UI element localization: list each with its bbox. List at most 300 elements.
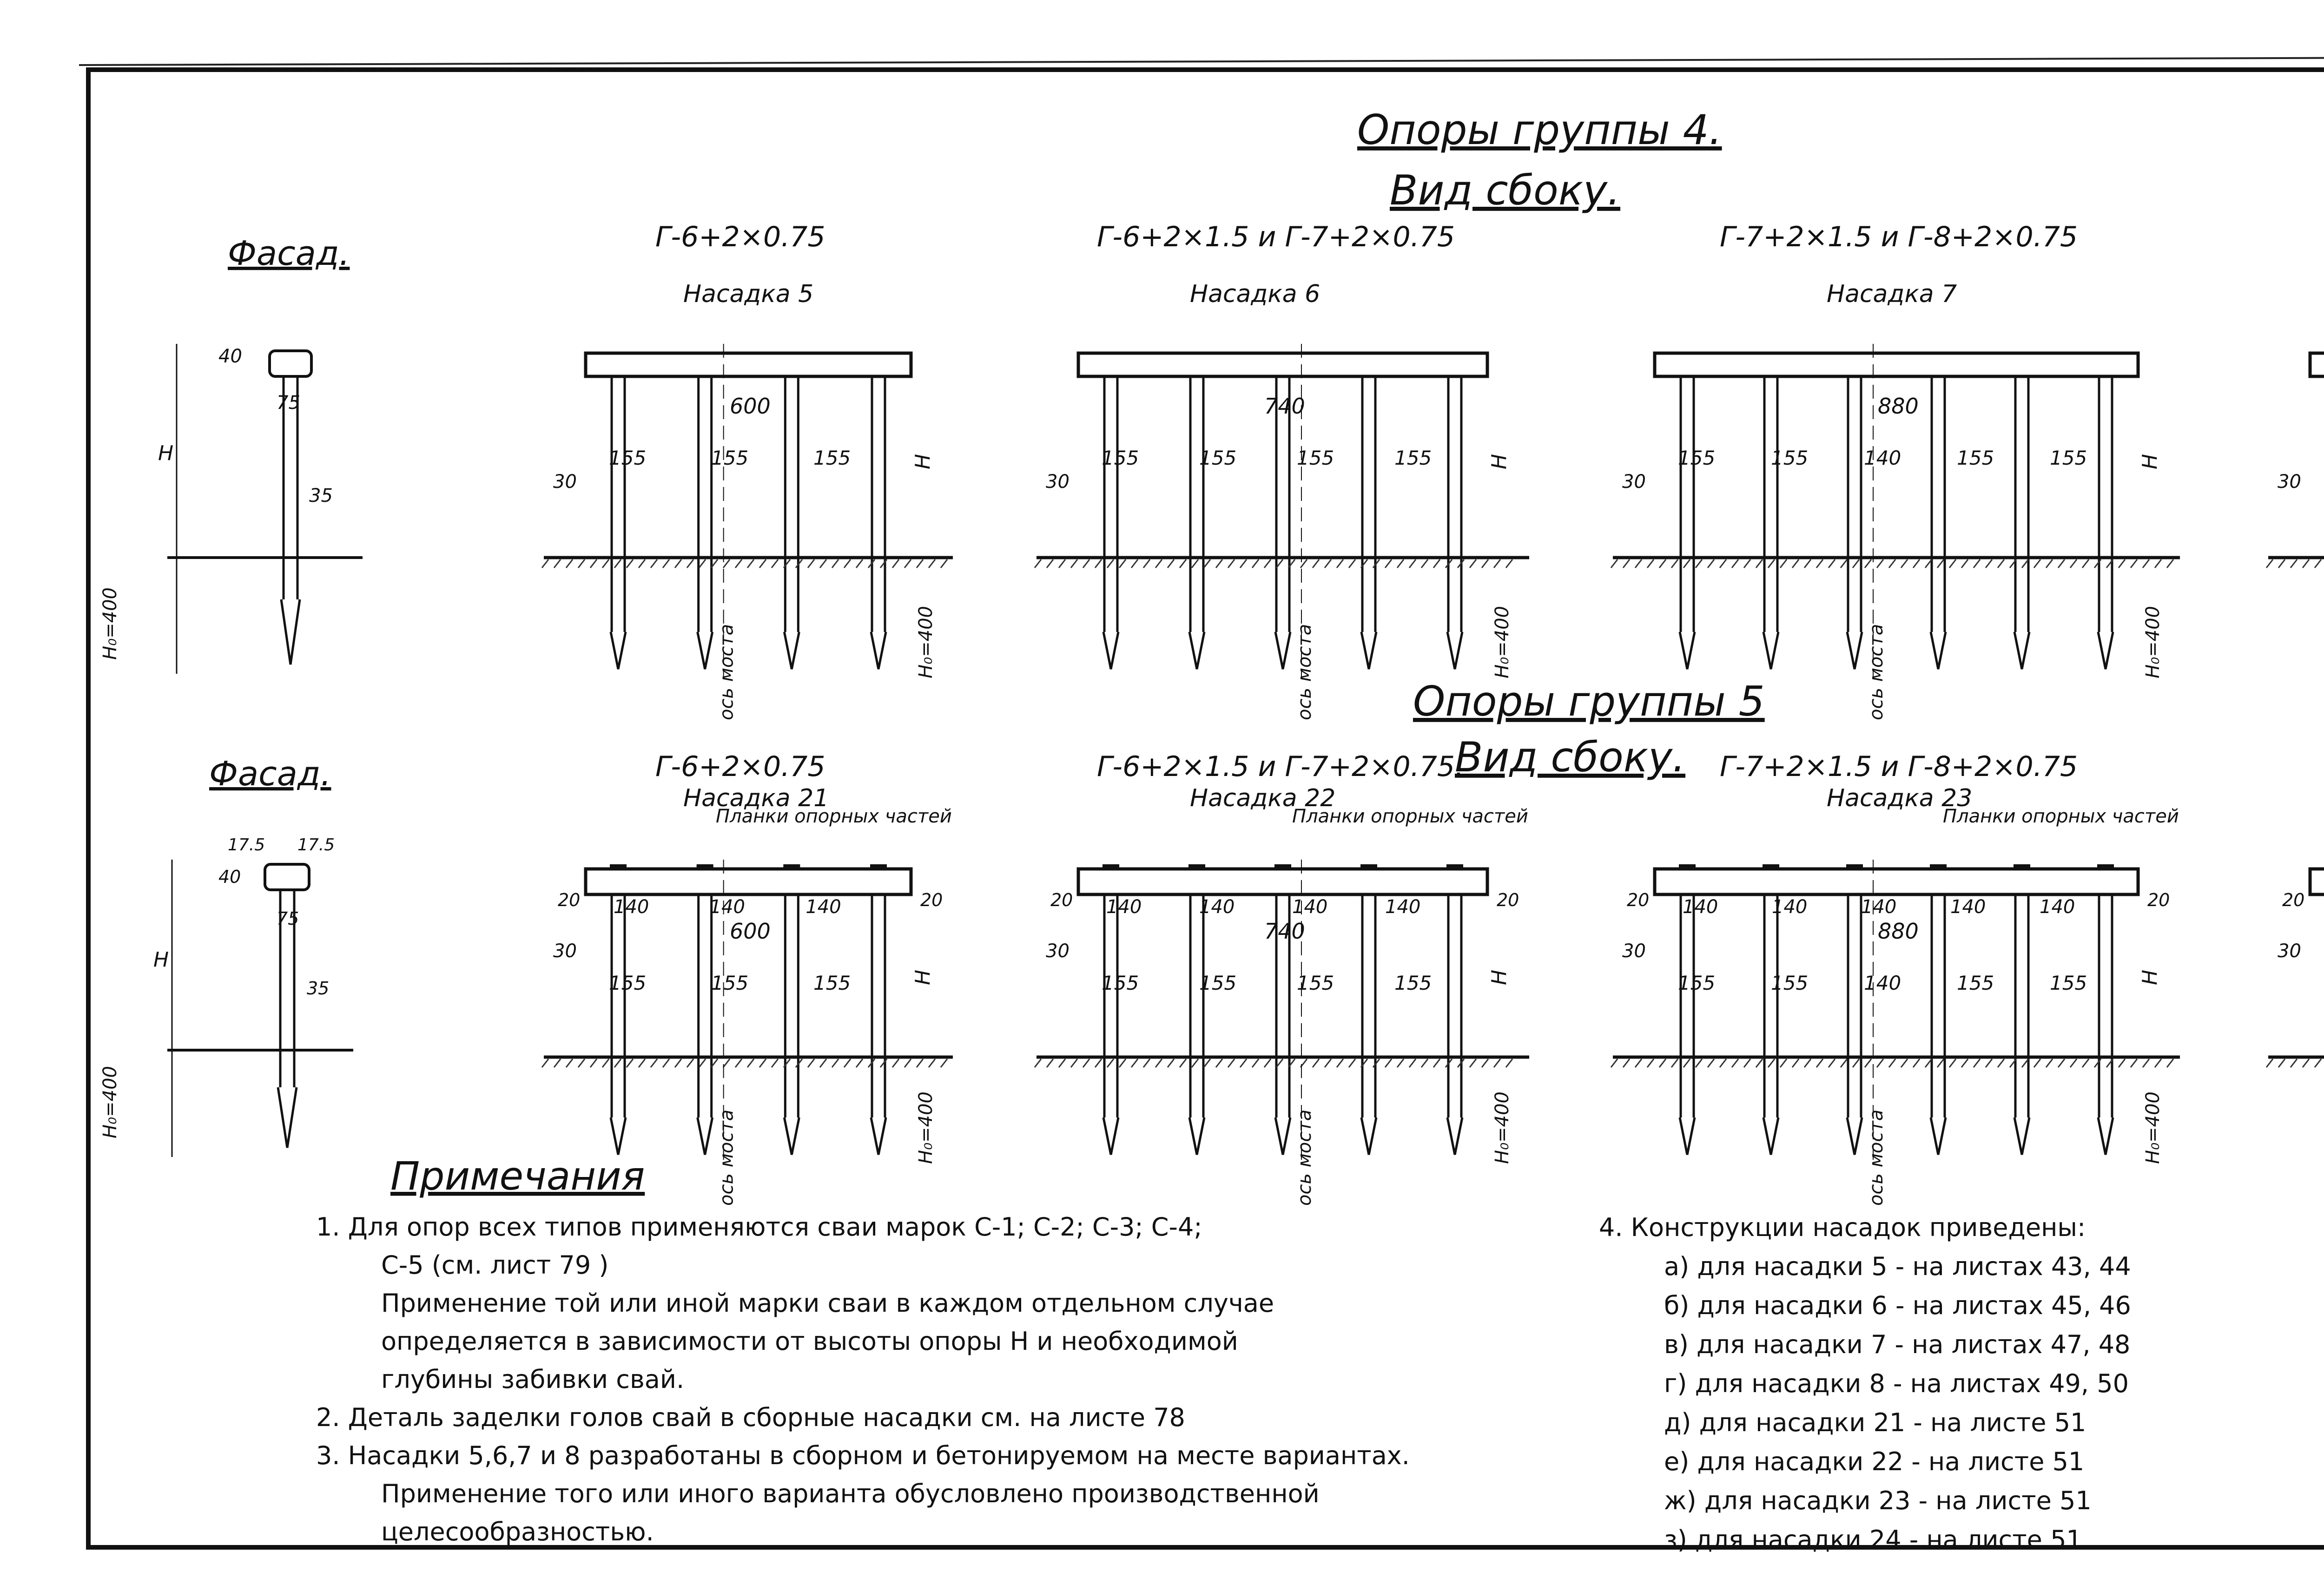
bearing-strip bbox=[610, 864, 627, 870]
h0-dim: H₀=400 bbox=[915, 1091, 937, 1164]
ground-hatch bbox=[1901, 1059, 1908, 1067]
span-dim: 740 bbox=[1264, 919, 1305, 944]
ground-hatch bbox=[844, 1059, 851, 1067]
ground-hatch bbox=[1780, 559, 1787, 568]
ground-hatch bbox=[1756, 559, 1763, 568]
dim-30: 30 bbox=[1622, 471, 1646, 493]
dim-20: 20 bbox=[558, 890, 581, 910]
spacing-dim: 155 bbox=[1771, 447, 1809, 469]
ground-hatch bbox=[1684, 1059, 1690, 1067]
pile-tip bbox=[871, 1118, 886, 1155]
pier-view-2 bbox=[1035, 221, 1529, 720]
ground-hatch bbox=[1119, 1059, 1126, 1067]
span-dim: 600 bbox=[730, 394, 771, 419]
h-dim: H bbox=[2138, 454, 2162, 469]
ground-hatch bbox=[1168, 559, 1174, 568]
ground-hatch bbox=[2131, 1059, 2137, 1067]
spacing-dim: 155 bbox=[1297, 447, 1334, 469]
ground-hatch bbox=[2058, 559, 2065, 568]
note-right-line: в) для насадки 7 - на листах 47, 48 bbox=[1664, 1330, 2131, 1359]
ground-hatch bbox=[1998, 1059, 2004, 1067]
ground-hatch bbox=[554, 1059, 561, 1067]
ground-hatch bbox=[2082, 1059, 2089, 1067]
view-title: Г-7+2×1.5 и Г-8+2×0.75 bbox=[1720, 750, 2078, 783]
ground-hatch bbox=[1155, 559, 1162, 568]
ground-hatch bbox=[1192, 559, 1198, 568]
ground-hatch bbox=[1192, 1059, 1198, 1067]
ground-hatch bbox=[2278, 1059, 2285, 1067]
group4-facade-label: Фасад. bbox=[228, 234, 350, 273]
group5-views bbox=[542, 750, 2324, 1206]
ground-hatch bbox=[808, 1059, 814, 1067]
ground-hatch bbox=[699, 1059, 706, 1067]
h0-dim: H₀=400 bbox=[915, 606, 937, 678]
ground-hatch bbox=[1937, 1059, 1944, 1067]
ground-hatch bbox=[1949, 1059, 1956, 1067]
spacing-dim: 155 bbox=[813, 972, 851, 994]
ground-hatch bbox=[1986, 559, 1992, 568]
ground-hatch bbox=[1337, 1059, 1343, 1067]
ground-hatch bbox=[2315, 1059, 2321, 1067]
ground-hatch bbox=[856, 1059, 863, 1067]
ground-hatch bbox=[723, 1059, 730, 1067]
dim-20: 20 bbox=[920, 890, 943, 910]
ground-hatch bbox=[1659, 559, 1666, 568]
ground-hatch bbox=[639, 559, 645, 568]
ground-hatch bbox=[554, 559, 561, 568]
h0-dim: H₀=400 bbox=[1492, 606, 1513, 678]
view-title: Г-6+2×0.75 bbox=[655, 750, 825, 783]
ground-hatch bbox=[651, 1059, 657, 1067]
ground-hatch bbox=[1889, 1059, 1895, 1067]
pile-tip bbox=[698, 632, 713, 669]
note-right-line: г) для насадки 8 - на листах 49, 50 bbox=[1664, 1369, 2129, 1398]
ground-hatch bbox=[832, 559, 838, 568]
ground-hatch bbox=[941, 1059, 947, 1067]
ground-hatch bbox=[1720, 559, 1726, 568]
ground-hatch bbox=[2119, 559, 2125, 568]
pile-tip bbox=[1847, 632, 1862, 669]
ground-hatch bbox=[663, 1059, 669, 1067]
ground-hatch bbox=[808, 559, 814, 568]
ground-hatch bbox=[1756, 1059, 1763, 1067]
ground-hatch bbox=[747, 559, 754, 568]
bearing-strip bbox=[1446, 864, 1463, 870]
top-dim: 140 bbox=[1950, 896, 1986, 918]
note-line: 2. Деталь заделки голов свай в сборные насадки см. на листе 78 bbox=[316, 1403, 1185, 1432]
ground-hatch bbox=[2155, 559, 2161, 568]
pile-tip bbox=[784, 632, 799, 669]
ground-hatch bbox=[1998, 559, 2004, 568]
ground-hatch bbox=[1421, 1059, 1428, 1067]
bearing-strip bbox=[1188, 864, 1205, 870]
ground-hatch bbox=[1240, 559, 1247, 568]
ground-hatch bbox=[1204, 559, 1210, 568]
svg-text:H: H bbox=[153, 948, 169, 972]
ground-hatch bbox=[1635, 1059, 1642, 1067]
h0-dim: H₀=400 bbox=[2142, 1091, 2164, 1164]
pile-tip bbox=[1763, 1118, 1778, 1155]
ground-hatch bbox=[1684, 559, 1690, 568]
h0-dim: H₀=400 bbox=[2142, 606, 2164, 678]
pile-tip bbox=[1361, 1118, 1376, 1155]
spacing-dim: 155 bbox=[1102, 447, 1139, 469]
group5-facade bbox=[99, 754, 353, 1157]
ground-hatch bbox=[1792, 559, 1799, 568]
ground-hatch bbox=[2046, 559, 2053, 568]
ground-hatch bbox=[1143, 1059, 1150, 1067]
pile-tip bbox=[1275, 1118, 1290, 1155]
dim-30: 30 bbox=[1046, 471, 1070, 493]
ground-hatch bbox=[1313, 559, 1319, 568]
h0-dim: H₀=400 bbox=[1492, 1091, 1513, 1164]
dim-20: 20 bbox=[1627, 890, 1650, 910]
ground-hatch bbox=[1216, 559, 1222, 568]
ground-hatch bbox=[1409, 1059, 1416, 1067]
ground-hatch bbox=[1349, 559, 1355, 568]
top-dim: 140 bbox=[1772, 896, 1808, 918]
ground-hatch bbox=[820, 1059, 826, 1067]
svg-text:H: H bbox=[158, 441, 174, 465]
ground-hatch bbox=[1877, 1059, 1883, 1067]
pile-tip bbox=[1103, 632, 1118, 669]
svg-text:H₀=400: H₀=400 bbox=[99, 1066, 121, 1138]
h-dim: H bbox=[1487, 454, 1511, 469]
ground-hatch bbox=[1708, 559, 1714, 568]
top-dim: 140 bbox=[709, 896, 746, 918]
spacing-dim: 155 bbox=[1957, 447, 1994, 469]
ground-hatch bbox=[1974, 1059, 1980, 1067]
note-line: 3. Насадки 5,6,7 и 8 разработаны в сборном и бетонируемом на месте вариантах. bbox=[316, 1441, 1410, 1470]
cap-label: Насадка 22 bbox=[1190, 784, 1336, 812]
ground-hatch bbox=[1865, 559, 1871, 568]
ground-hatch bbox=[759, 1059, 766, 1067]
bearing-strip bbox=[1846, 864, 1863, 870]
ground-hatch bbox=[1482, 1059, 1488, 1067]
dim-20: 20 bbox=[2147, 890, 2170, 910]
note-right-line: з) для насадки 24 - на листе 51 bbox=[1664, 1525, 2082, 1554]
ground-hatch bbox=[699, 559, 706, 568]
bearing-strip bbox=[2014, 864, 2030, 870]
ground-hatch bbox=[1433, 1059, 1440, 1067]
dim-30: 30 bbox=[2278, 471, 2301, 493]
ground-hatch bbox=[1252, 1059, 1259, 1067]
bridge-axis-label: ось моста bbox=[1294, 624, 1315, 720]
spacing-dim: 155 bbox=[1199, 447, 1237, 469]
ground-hatch bbox=[1853, 1059, 1859, 1067]
bridge-axis-label: ось моста bbox=[1294, 1109, 1315, 1206]
ground-hatch bbox=[1470, 559, 1476, 568]
svg-text:40: 40 bbox=[218, 867, 241, 887]
ground-hatch bbox=[772, 559, 778, 568]
view-title: Г-6+2×0.75 bbox=[655, 221, 825, 253]
svg-text:75: 75 bbox=[277, 908, 299, 929]
ground-hatch bbox=[905, 559, 911, 568]
ground-hatch bbox=[2278, 559, 2285, 568]
ground-hatch bbox=[1421, 559, 1428, 568]
pier-view-3 bbox=[1611, 221, 2180, 720]
ground-hatch bbox=[1816, 1059, 1823, 1067]
ground-hatch bbox=[1107, 559, 1114, 568]
pile-tip bbox=[1763, 632, 1778, 669]
ground-hatch bbox=[1119, 559, 1126, 568]
view-title: Г-7+2×1.5 и Г-8+2×0.75 bbox=[1720, 221, 2078, 253]
ground-hatch bbox=[2070, 559, 2077, 568]
note-line: Применение той или иной марки сваи в каждом отдельном случае bbox=[381, 1289, 1274, 1318]
note-line: С-5 (см. лист 79 ) bbox=[381, 1250, 609, 1280]
svg-text:35: 35 bbox=[307, 978, 330, 999]
ground-hatch bbox=[627, 1059, 633, 1067]
ground-hatch bbox=[1768, 1059, 1775, 1067]
ground-hatch bbox=[675, 559, 681, 568]
ground-hatch bbox=[590, 559, 597, 568]
group4-subtitle: Вид сбоку. bbox=[1390, 166, 1621, 214]
spacing-dim: 155 bbox=[711, 972, 749, 994]
ground-hatch bbox=[1853, 559, 1859, 568]
ground-hatch bbox=[747, 1059, 754, 1067]
note-right-heading: 4. Конструкции насадок приведены: bbox=[1599, 1213, 2086, 1242]
pile-tip bbox=[871, 632, 886, 669]
note-right-line: е) для насадки 22 - на листе 51 bbox=[1664, 1447, 2085, 1476]
h-dim: H bbox=[1487, 969, 1511, 985]
cap-beam bbox=[1655, 353, 2138, 376]
ground-hatch bbox=[1816, 559, 1823, 568]
ground-hatch bbox=[1986, 1059, 1992, 1067]
pier-view-2 bbox=[1035, 750, 1529, 1206]
note-line: определяется в зависимости от высоты опоры H и необходимой bbox=[381, 1327, 1238, 1356]
ground-hatch bbox=[1889, 559, 1895, 568]
svg-text:75: 75 bbox=[277, 392, 300, 414]
notes-heading: Примечания bbox=[390, 1153, 645, 1199]
ground-hatch bbox=[1671, 559, 1678, 568]
ground-hatch bbox=[1623, 559, 1630, 568]
bridge-axis-label: ось моста bbox=[1866, 1109, 1887, 1206]
ground-hatch bbox=[2155, 1059, 2161, 1067]
ground-hatch bbox=[687, 1059, 693, 1067]
ground-hatch bbox=[1035, 559, 1041, 568]
note-right-line: ж) для насадки 23 - на листе 51 bbox=[1664, 1486, 2092, 1515]
ground-hatch bbox=[723, 559, 730, 568]
pile-tip bbox=[1103, 1118, 1118, 1155]
ground-hatch bbox=[820, 559, 826, 568]
cap-beam bbox=[1078, 869, 1487, 894]
spacing-dim: 155 bbox=[2050, 447, 2087, 469]
bearing-strip bbox=[783, 864, 800, 870]
dim-20: 20 bbox=[2282, 890, 2305, 910]
ground-hatch bbox=[735, 1059, 742, 1067]
bearing-strip bbox=[1763, 864, 1779, 870]
spacing-dim: 155 bbox=[1771, 972, 1809, 994]
ground-hatch bbox=[566, 559, 573, 568]
note-right-line: б) для насадки 6 - на листах 45, 46 bbox=[1664, 1291, 2131, 1320]
bearing-strip bbox=[2097, 864, 2114, 870]
ground-hatch bbox=[1264, 1059, 1271, 1067]
ground-hatch bbox=[1397, 559, 1404, 568]
group4-facade bbox=[99, 234, 363, 674]
cap-beam bbox=[586, 869, 911, 894]
ground-hatch bbox=[1204, 1059, 1210, 1067]
ground-hatch bbox=[1385, 559, 1392, 568]
ground-hatch bbox=[1337, 559, 1343, 568]
ground-hatch bbox=[1494, 559, 1500, 568]
ground-hatch bbox=[917, 559, 923, 568]
pile-tip bbox=[1931, 1118, 1946, 1155]
bridge-axis-label: ось моста bbox=[716, 1109, 738, 1206]
ground-hatch bbox=[1433, 559, 1440, 568]
ground-hatch bbox=[1720, 1059, 1726, 1067]
ground-hatch bbox=[614, 559, 621, 568]
ground-hatch bbox=[1937, 559, 1944, 568]
ground-hatch bbox=[1397, 1059, 1404, 1067]
h-dim: H bbox=[911, 969, 935, 985]
ground-hatch bbox=[1635, 559, 1642, 568]
ground-hatch bbox=[1780, 1059, 1787, 1067]
ground-hatch bbox=[1744, 1059, 1750, 1067]
view-title: Г-6+2×1.5 и Г-7+2×0.75. bbox=[1097, 750, 1464, 783]
svg-text:35: 35 bbox=[309, 485, 333, 506]
ground-hatch bbox=[2058, 1059, 2065, 1067]
ground-hatch bbox=[1647, 1059, 1654, 1067]
top-dim: 140 bbox=[2040, 896, 2075, 918]
ground-hatch bbox=[542, 1059, 548, 1067]
top-dim: 140 bbox=[1292, 896, 1328, 918]
cap-label: Насадка 5 bbox=[683, 280, 814, 308]
pier-view-4 bbox=[2266, 221, 2324, 720]
svg-text:H₀=400: H₀=400 bbox=[99, 587, 121, 660]
ground-hatch bbox=[1409, 559, 1416, 568]
ground-hatch bbox=[759, 559, 766, 568]
ground-hatch bbox=[2266, 1059, 2273, 1067]
top-dim: 140 bbox=[1861, 896, 1897, 918]
ground-hatch bbox=[1325, 1059, 1331, 1067]
ground-hatch bbox=[1228, 559, 1235, 568]
ground-hatch bbox=[1792, 1059, 1799, 1067]
ground-hatch bbox=[1325, 559, 1331, 568]
ground-hatch bbox=[2303, 1059, 2309, 1067]
ground-hatch bbox=[832, 1059, 838, 1067]
ground-hatch bbox=[929, 559, 935, 568]
bearing-strips-label: Планки опорных частей bbox=[1292, 806, 1528, 827]
ground-hatch bbox=[1623, 1059, 1630, 1067]
ground-hatch bbox=[1671, 1059, 1678, 1067]
ground-hatch bbox=[2070, 1059, 2077, 1067]
ground-hatch bbox=[1349, 1059, 1355, 1067]
bearing-strip bbox=[870, 864, 887, 870]
pile-tip bbox=[1189, 1118, 1204, 1155]
pile-tip bbox=[1680, 1118, 1695, 1155]
ground-hatch bbox=[2119, 1059, 2125, 1067]
bearing-strip bbox=[1930, 864, 1947, 870]
ground-hatch bbox=[1913, 1059, 1920, 1067]
pile-tip bbox=[611, 1118, 626, 1155]
dim-30: 30 bbox=[553, 471, 577, 493]
span-dim: 600 bbox=[730, 919, 771, 944]
ground-hatch bbox=[1047, 559, 1053, 568]
top-dim: 140 bbox=[1199, 896, 1235, 918]
cap-beam bbox=[2310, 869, 2324, 894]
ground-hatch bbox=[1095, 1059, 1102, 1067]
ground-hatch bbox=[2291, 1059, 2297, 1067]
h-dim: H bbox=[911, 454, 935, 469]
ground-hatch bbox=[1131, 1059, 1138, 1067]
spacing-dim: 140 bbox=[1864, 447, 1901, 469]
ground-hatch bbox=[1841, 1059, 1847, 1067]
spacing-dim: 155 bbox=[2050, 972, 2087, 994]
ground-hatch bbox=[578, 559, 585, 568]
pile-tip bbox=[2098, 1118, 2113, 1155]
spacing-dim: 140 bbox=[1864, 972, 1901, 994]
span-dim: 740 bbox=[1264, 394, 1305, 419]
ground-hatch bbox=[1877, 559, 1883, 568]
ground-hatch bbox=[1155, 1059, 1162, 1067]
ground-hatch bbox=[892, 1059, 899, 1067]
note-line: 1. Для опор всех типов применяются сваи марок С-1; С-2; С-3; С-4; bbox=[316, 1212, 1202, 1242]
ground-hatch bbox=[1143, 559, 1150, 568]
ground-hatch bbox=[892, 559, 899, 568]
spacing-dim: 155 bbox=[1199, 972, 1237, 994]
ground-hatch bbox=[2167, 559, 2173, 568]
pier-view-3 bbox=[1611, 750, 2180, 1206]
ground-hatch bbox=[1841, 559, 1847, 568]
ground-hatch bbox=[1107, 1059, 1114, 1067]
note-line: глубины забивки свай. bbox=[381, 1365, 685, 1394]
cap-label: Насадка 23 bbox=[1827, 784, 1973, 812]
note-right-line: д) для насадки 21 - на листе 51 bbox=[1664, 1408, 2086, 1437]
pier-view-1 bbox=[542, 750, 953, 1206]
ground-hatch bbox=[1696, 1059, 1702, 1067]
dim-20: 20 bbox=[1050, 890, 1073, 910]
spacing-dim: 155 bbox=[1678, 447, 1716, 469]
ground-hatch bbox=[1071, 559, 1077, 568]
ground-hatch bbox=[1264, 559, 1271, 568]
pile-tip bbox=[698, 1118, 713, 1155]
ground-hatch bbox=[2034, 1059, 2040, 1067]
bridge-axis-label: ось моста bbox=[716, 624, 738, 720]
bearing-strip bbox=[697, 864, 713, 870]
ground-hatch bbox=[663, 559, 669, 568]
ground-hatch bbox=[1035, 1059, 1041, 1067]
pile-tip bbox=[784, 1118, 799, 1155]
ground-hatch bbox=[1059, 1059, 1065, 1067]
pile-tip bbox=[2098, 632, 2113, 669]
cap-beam bbox=[586, 353, 911, 376]
top-dim: 140 bbox=[1683, 896, 1718, 918]
note-right-line: а) для насадки 5 - на листах 43, 44 bbox=[1664, 1252, 2131, 1281]
ground-hatch bbox=[1768, 559, 1775, 568]
ground-hatch bbox=[2046, 1059, 2053, 1067]
ground-hatch bbox=[1240, 1059, 1247, 1067]
group5-title: Опоры группы 5 bbox=[1413, 677, 1765, 725]
bearing-strip bbox=[1679, 864, 1696, 870]
bearing-strips-label: Планки опорных частей bbox=[1943, 806, 2179, 827]
cap-beam bbox=[1655, 869, 2138, 894]
spacing-dim: 155 bbox=[711, 447, 749, 469]
ground-hatch bbox=[1180, 1059, 1186, 1067]
note-line: целесообразностью. bbox=[381, 1517, 654, 1546]
ground-hatch bbox=[1708, 1059, 1714, 1067]
inner-border-line bbox=[79, 56, 2324, 65]
spacing-dim: 155 bbox=[1957, 972, 1994, 994]
ground-hatch bbox=[675, 1059, 681, 1067]
dim-30: 30 bbox=[553, 940, 577, 962]
group4-views bbox=[542, 221, 2324, 720]
pile-tip bbox=[2014, 632, 2029, 669]
ground-hatch bbox=[1696, 559, 1702, 568]
ground-hatch bbox=[590, 1059, 597, 1067]
ground-hatch bbox=[2131, 559, 2137, 568]
dim-30: 30 bbox=[2278, 940, 2301, 962]
ground-hatch bbox=[1385, 1059, 1392, 1067]
